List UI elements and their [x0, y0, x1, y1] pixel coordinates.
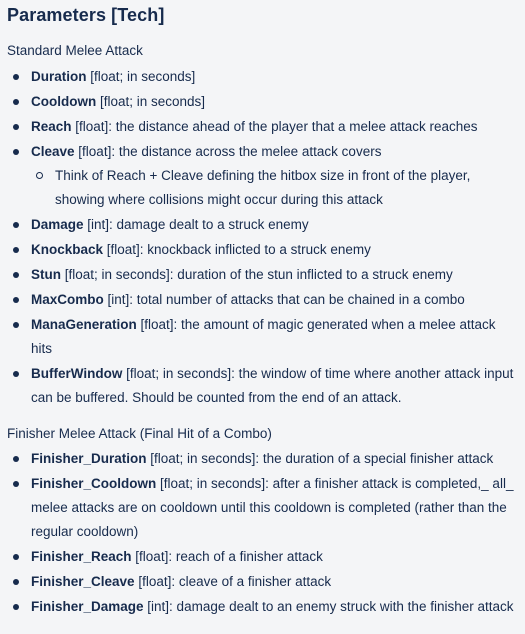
list-item [31, 288, 516, 312]
page-title: Parameters [Tech] [7, 5, 165, 25]
list-item [31, 65, 516, 89]
param-name: Damage [31, 217, 84, 232]
bullet [13, 124, 19, 130]
param-name: Finisher_Damage [31, 599, 144, 614]
param-desc: [int]: damage dealt to a struck enemy [83, 217, 309, 232]
param-desc: [float; in seconds]: the duration of a special finisher attack [146, 451, 494, 466]
param-name: Reach [31, 119, 72, 134]
list-item [31, 570, 516, 594]
param-name: BufferWindow [31, 366, 123, 381]
param-desc: [int]: damage dealt to an enemy struck with the finisher attack [143, 599, 514, 614]
param-desc: [float; in seconds] [86, 69, 196, 84]
bullet [13, 481, 19, 487]
list-item [31, 595, 516, 619]
section-heading-finisher: Finisher Melee Attack (Final Hit of a Combo) [7, 426, 272, 441]
param-name: Cooldown [31, 94, 97, 109]
param-desc: [float; in seconds] [96, 94, 206, 109]
list-item [31, 90, 516, 114]
param-desc: [int]: total number of attacks that can be chained in a combo [103, 292, 465, 307]
list-item [31, 362, 516, 410]
list-item [31, 313, 516, 361]
list-item [31, 140, 516, 164]
list-item [31, 213, 516, 237]
list-item [31, 238, 516, 262]
param-desc: [float]: the distance ahead of the player that a melee attack reaches [71, 119, 478, 134]
param-name: Finisher_Reach [31, 549, 132, 564]
param-desc: [float; in seconds]: duration of the stun inflicted to a struck enemy [61, 267, 453, 282]
bullet [13, 272, 19, 278]
list-item [31, 115, 516, 139]
param-desc: [float]: the amount of magic generated when a melee attack hits [31, 317, 496, 356]
param-desc: [float]: knockback inflicted to a struck enemy [103, 242, 371, 257]
param-name: ManaGeneration [31, 317, 137, 332]
param-name: Cleave [31, 144, 75, 159]
bullet [13, 371, 19, 377]
sub-bullet [36, 172, 43, 179]
param-desc: [float]: cleave of a finisher attack [134, 574, 332, 589]
param-name: Knockback [31, 242, 104, 257]
param-name: Stun [31, 267, 61, 282]
param-name: Finisher_Cooldown [31, 476, 157, 491]
bullet [13, 604, 19, 610]
list-item [31, 263, 516, 287]
bullet [13, 456, 19, 462]
sub-list-item: Think of Reach + Cleave defining the hitbox size in front of the player, showing where collisions might occur during this attack [55, 168, 471, 207]
bullet [13, 222, 19, 228]
param-name: MaxCombo [31, 292, 104, 307]
param-desc: [float; in seconds]: after a finisher attack is completed,_ all_ melee attacks are on cooldown until this cooldown is completed (rather than the regular cooldown) [31, 476, 514, 539]
bullet [13, 99, 19, 105]
bullet [13, 74, 19, 80]
bullet [13, 554, 19, 560]
param-name: Finisher_Cleave [31, 574, 135, 589]
section-heading-standard: Standard Melee Attack [7, 43, 143, 58]
bullet [13, 297, 19, 303]
param-desc: [float]: reach of a finisher attack [131, 549, 323, 564]
list-item [31, 545, 516, 569]
param-name: Finisher_Duration [31, 451, 147, 466]
param-name: Duration [31, 69, 87, 84]
list-item [31, 447, 516, 471]
bullet [13, 579, 19, 585]
param-desc: [float; in seconds]: the window of time where another attack input can be buffered. Should be counted from the end of an attack. [31, 366, 514, 405]
bullet [13, 149, 19, 155]
bullet [13, 322, 19, 328]
bullet [13, 247, 19, 253]
param-desc: [float]: the distance across the melee attack covers [74, 144, 382, 159]
list-item [31, 472, 516, 544]
